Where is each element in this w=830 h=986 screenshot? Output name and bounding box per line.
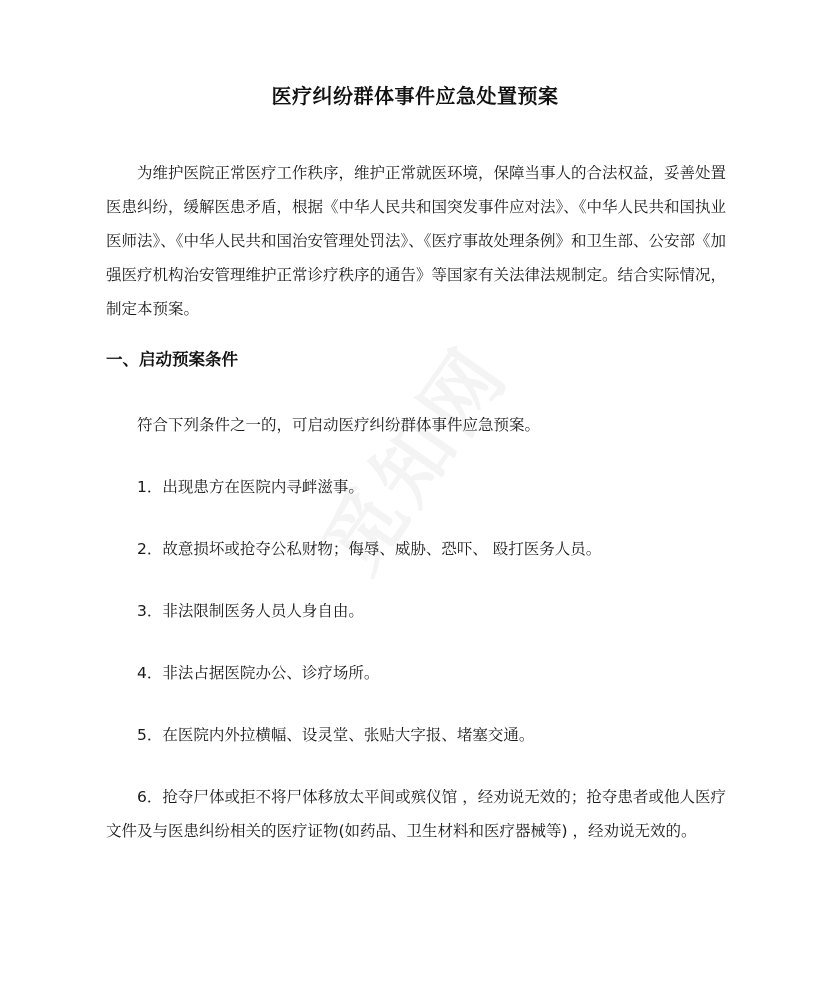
section-heading: 一、启动预案条件 (106, 350, 238, 369)
section-lead-paragraph: 符合下列条件之一的，可启动医疗纠纷群体事件应急预案。 (137, 416, 541, 434)
list-item: 4．非法占据医院办公、诊疗场所。 (137, 664, 380, 682)
list-item: 1．出现患方在医院内寻衅滋事。 (137, 478, 364, 496)
list-item: 5．在医院内外拉横幅、设灵堂、张贴大字报、堵塞交通。 (137, 726, 535, 744)
document-title: 医疗纠纷群体事件应急处置预案 (271, 84, 559, 108)
intro-paragraph: 为维护医院正常医疗工作秩序，维护正常就医环境，保障当事人的合法权益，妥善处置医患纠纷，缓解医患矛盾，根据《中华人民共和国突发事件应对法》、《中华人民共和国执业医师法》、《中华人民共和国治安管理处罚法》、《医疗事故处理条例》和卫生部、公安部《加强医疗机构治安管理维护正常诊疗秩序的通告》等国家有关法律法规制定。结合实际情况，制定本预案。 (106, 164, 727, 318)
list-item: 6．抢夺尸体或拒不将尸体移放太平间或殡仪馆 ，经劝说无效的；抢夺患者或他人医疗文件及与医患纠纷相关的医疗证物(如药品、卫生材料和医疗器械等) ，经劝说无效的。 (106, 788, 726, 840)
list-item: 3．非法限制医务人员人身自由。 (137, 602, 364, 620)
list-item: 2．故意损坏或抢夺公私财物；侮辱、威胁、恐吓、 殴打医务人员。 (137, 540, 602, 558)
